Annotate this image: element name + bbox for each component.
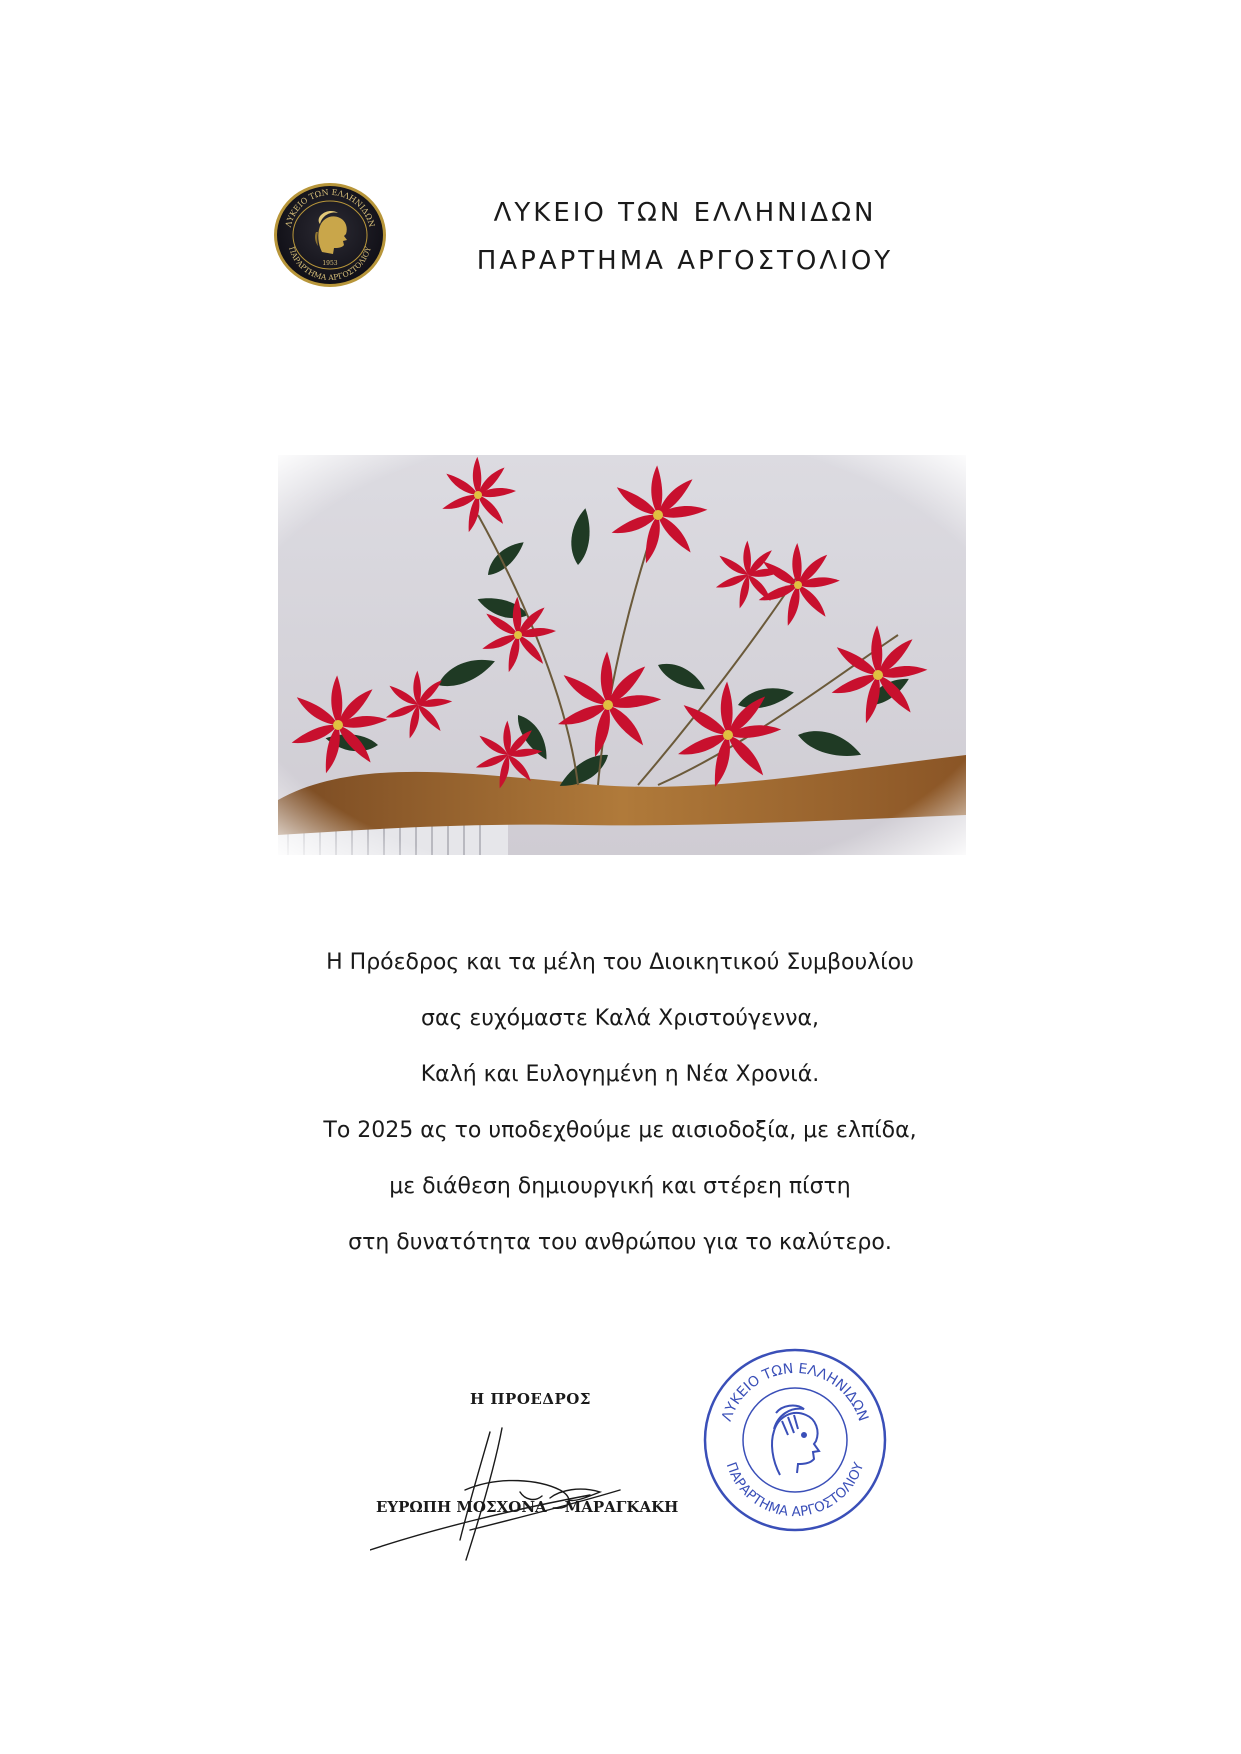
poinsettia-photo [278, 455, 966, 855]
signature-block [370, 1390, 730, 1570]
logo-ring-text-bottom: ΠΑΡΑΡΤΗΜΑ ΑΡΓΟΣΤΟΛΙΟΥ [287, 245, 373, 283]
title-line-1: ΛΥΚΕΙΟ ΤΩΝ ΕΛΛΗΝΙΔΩΝ [493, 198, 877, 228]
stamp-text-bottom: ΠΑΡΑΡΤΗΜΑ ΑΡΓΟΣΤΟΛΙΟΥ [722, 1460, 868, 1521]
handwritten-signature [370, 1420, 670, 1570]
greeting-message [220, 935, 1020, 1271]
organization-title [405, 189, 965, 285]
stamp-text-top: ΛΥΚΕΙΟ ΤΩΝ ΕΛΛΗΝΙΔΩΝ [718, 1360, 872, 1424]
message-line: Η Πρόεδρος και τα μέλη του Διοικητικού Συμβουλίου [326, 950, 914, 975]
logo-ring-text-top: ΛΥΚΕΙΟ ΤΩΝ ΕΛΛΗΝΙΔΩΝ [283, 187, 377, 229]
lyceum-logo [270, 180, 390, 290]
message-line: σας ευχόμαστε Καλά Χριστούγεννα, [421, 1006, 819, 1031]
message-line: Καλή και Ευλογημένη η Νέα Χρονιά. [420, 1062, 820, 1087]
signatory-title: Η ΠΡΟΕΔΡΟΣ [470, 1390, 591, 1408]
official-stamp [700, 1345, 890, 1535]
message-line: στη δυνατότητα του ανθρώπου για το καλύτερο. [348, 1230, 892, 1255]
message-line: Το 2025 ας το υποδεχθούμε με αισιοδοξία, με ελπίδα, [323, 1118, 917, 1143]
title-line-2: ΠΑΡΑΡΤΗΜΑ ΑΡΓΟΣΤΟΛΙΟΥ [476, 246, 894, 276]
logo-year: 1953 [322, 260, 338, 267]
letterhead [270, 175, 970, 295]
signatory-name: ΕΥΡΩΠΗ ΜΟΣΧΟΝΑ – ΜΑΡΑΓΚΑΚΗ [376, 1498, 679, 1516]
stamp-head-icon [772, 1406, 819, 1475]
message-line: με διάθεση δημιουργική και στέρεη πίστη [389, 1174, 851, 1199]
